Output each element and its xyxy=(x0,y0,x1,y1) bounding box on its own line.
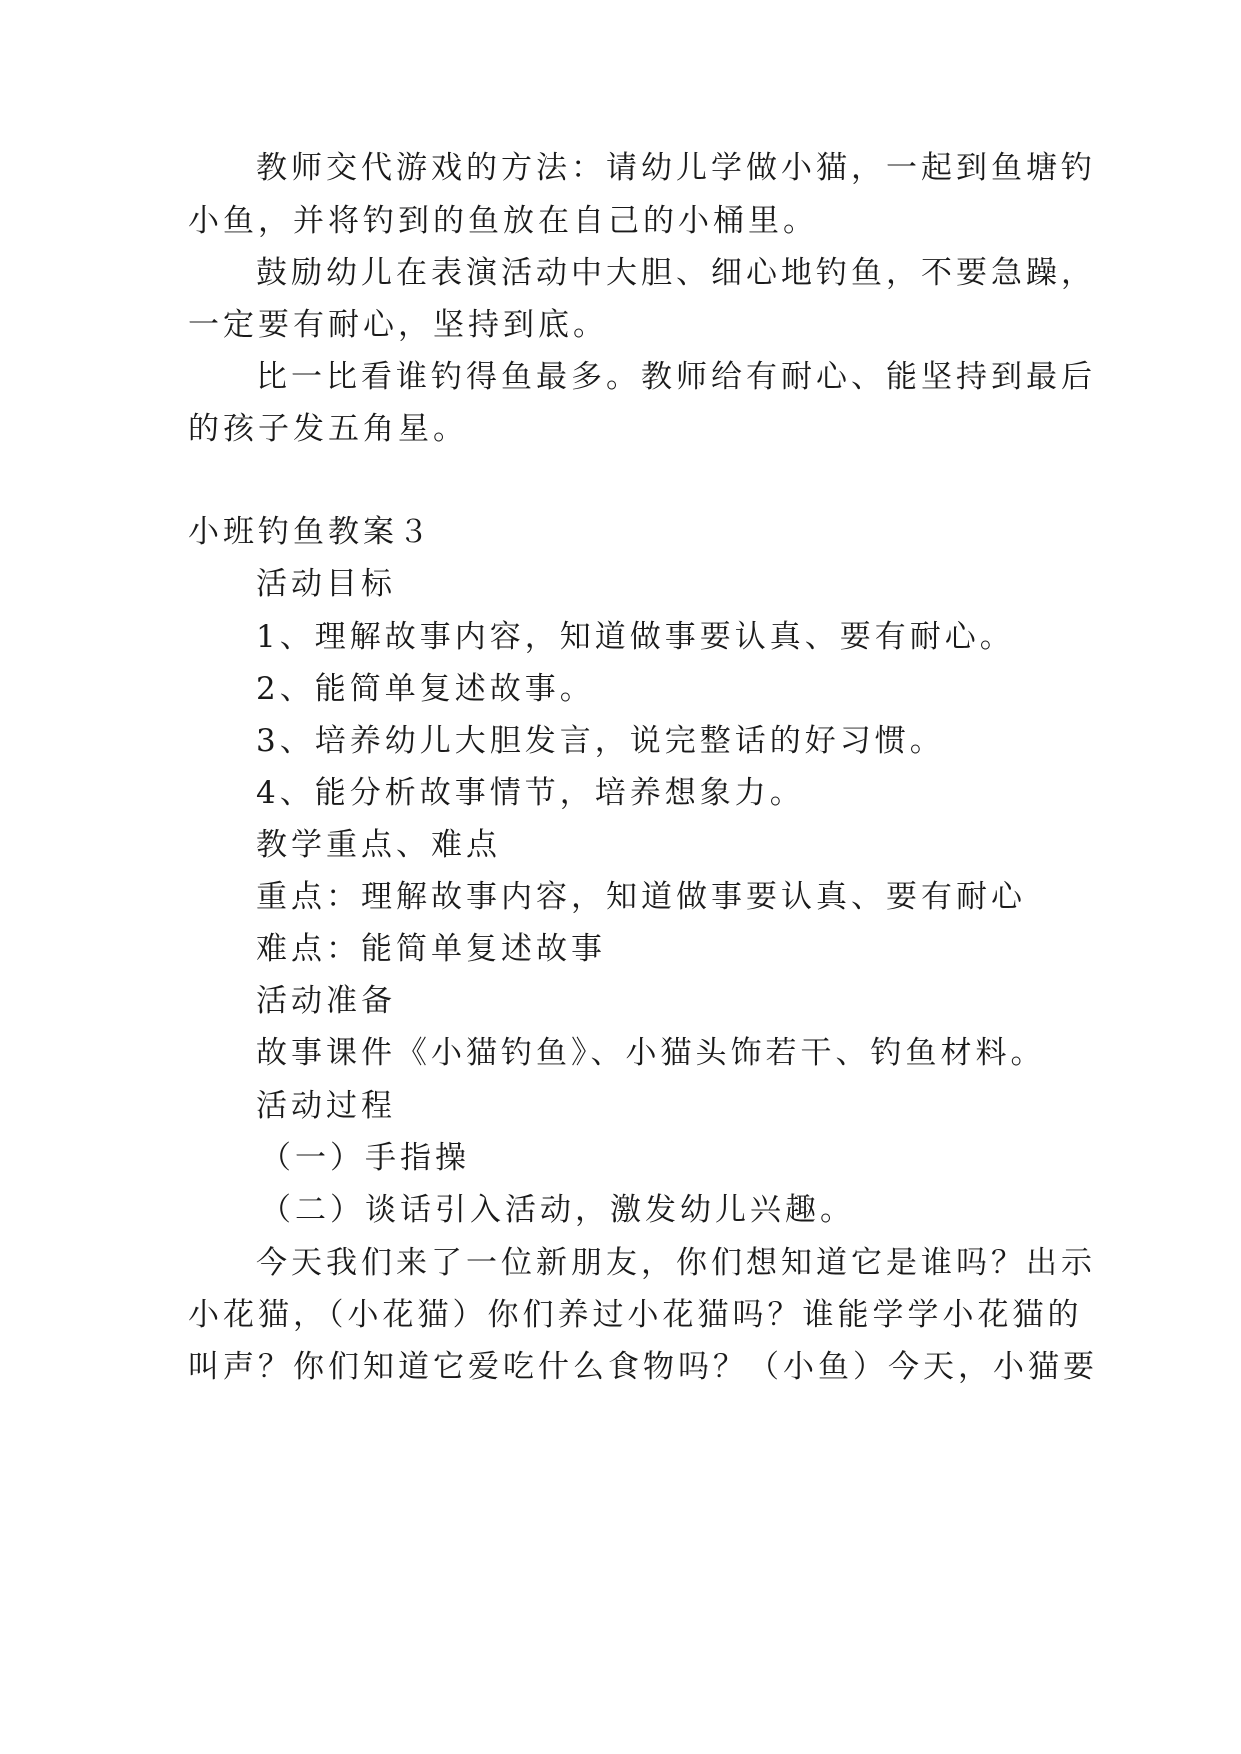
list-item: 4、能分析故事情节，培养想象力。 xyxy=(256,775,805,811)
paragraph-line: 小花猫，（小花猫）你们养过小花猫吗？谁能学学小花猫的 xyxy=(188,1297,1083,1333)
list-item: （二）谈话引入活动，激发幼儿兴趣。 xyxy=(260,1192,855,1228)
list-item: 难点：能简单复述故事 xyxy=(256,931,606,967)
paragraph-line: 小鱼，并将钓到的鱼放在自己的小桶里。 xyxy=(188,203,818,239)
paragraph-line: 叫声？你们知道它爱吃什么食物吗？（小鱼）今天，小猫要 xyxy=(188,1349,1098,1385)
paragraph-line: 教师交代游戏的方法：请幼儿学做小猫，一起到鱼塘钓 xyxy=(256,150,1096,186)
paragraph-line: 的孩子发五角星。 xyxy=(188,411,468,447)
paragraph-line: 一定要有耐心，坚持到底。 xyxy=(188,307,608,343)
list-item: 2、能简单复述故事。 xyxy=(256,671,595,707)
list-item: 故事课件《小猫钓鱼》、小猫头饰若干、钓鱼材料。 xyxy=(256,1035,1046,1071)
list-item: 1、理解故事内容，知道做事要认真、要有耐心。 xyxy=(256,619,1015,655)
paragraph-line: 鼓励幼儿在表演活动中大胆、细心地钓鱼，不要急躁， xyxy=(256,255,1096,291)
subheading-key-points: 教学重点、难点 xyxy=(256,827,501,863)
subheading-process: 活动过程 xyxy=(256,1088,396,1124)
paragraph-line: 比一比看谁钓得鱼最多。教师给有耐心、能坚持到最后 xyxy=(256,359,1096,395)
subheading-preparation: 活动准备 xyxy=(256,983,396,1019)
subheading-activity-goals: 活动目标 xyxy=(256,566,396,602)
section-title: 小班钓鱼教案３ xyxy=(188,514,433,550)
list-item: （一）手指操 xyxy=(260,1140,470,1176)
list-item: 重点：理解故事内容，知道做事要认真、要有耐心 xyxy=(256,879,1026,915)
paragraph-line: 今天我们来了一位新朋友，你们想知道它是谁吗？出示 xyxy=(256,1245,1096,1281)
list-item: 3、培养幼儿大胆发言，说完整话的好习惯。 xyxy=(256,723,945,759)
